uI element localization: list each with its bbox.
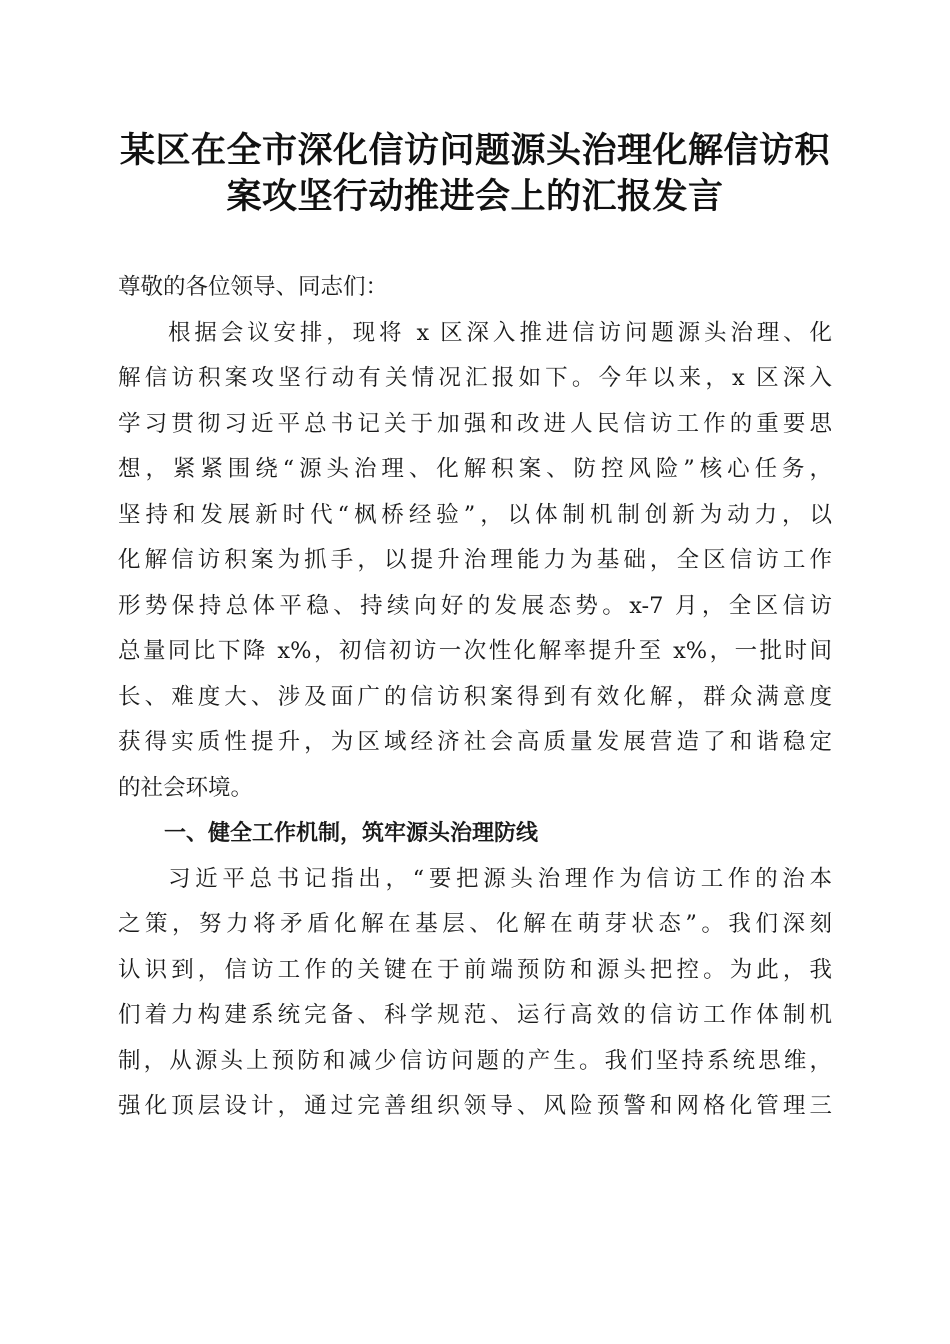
salutation: 尊敬的各位领导、同志们： [118, 274, 389, 300]
document-title [118, 128, 832, 220]
paragraph-line: 想，紧紧围绕“源头治理、化解积案、防控风险”核心任务， [118, 456, 832, 482]
document-page [118, 128, 832, 1130]
document-body [118, 265, 832, 1130]
paragraph-line: 的社会环境。 [118, 774, 254, 801]
paragraph-line: 习近平总书记指出，“要把源头治理作为信访工作的治本 [168, 865, 832, 892]
paragraph-line: 化解信访积案为抓手，以提升治理能力为基础，全区信访工作 [118, 547, 832, 573]
paragraph-line: 们着力构建系统完备、科学规范、运行高效的信访工作体制机 [118, 1002, 832, 1028]
paragraph-line: 形势保持总体平稳、持续向好的发展态势。x-7 月，全区信访 [118, 592, 832, 619]
title-line: 案攻坚行动推进会上的汇报发言 [226, 176, 724, 217]
paragraph-line: 根据会议安排，现将 x 区深入推进信访问题源头治理、化 [168, 319, 832, 346]
paragraph-section1 [118, 857, 832, 1130]
title-line: 某区在全市深化信访问题源头治理化解信访积 [119, 130, 830, 171]
paragraph-line: 之策，努力将矛盾化解在基层、化解在萌芽状态”。我们深刻 [118, 911, 832, 937]
paragraph-line: 坚持和发展新时代“枫桥经验”，以体制机制创新为动力，以 [118, 501, 832, 528]
paragraph-line: 学习贯彻习近平总书记关于加强和改进人民信访工作的重要思 [118, 410, 832, 437]
paragraph-line: 总量同比下降 x%，初信初访一次性化解率提升至 x%，一批时间 [118, 638, 832, 664]
paragraph-line: 长、难度大、涉及面广的信访积案得到有效化解，群众满意度 [118, 683, 832, 710]
paragraph-line: 获得实质性提升，为区域经济社会高质量发展营造了和谐稳定 [118, 729, 832, 755]
section-heading: 一、健全工作机制，筑牢源头治理防线 [164, 821, 539, 846]
paragraph-line: 认识到，信访工作的关键在于前端预防和源头把控。为此，我 [118, 956, 832, 983]
paragraph-line: 制，从源头上预防和减少信访问题的产生。我们坚持系统思维， [118, 1047, 832, 1074]
paragraph-line: 解信访积案攻坚行动有关情况汇报如下。今年以来，x 区深入 [118, 365, 832, 391]
paragraph-line: 强化顶层设计，通过完善组织领导、风险预警和网格化管理三 [118, 1093, 832, 1119]
paragraph-intro [118, 311, 832, 812]
